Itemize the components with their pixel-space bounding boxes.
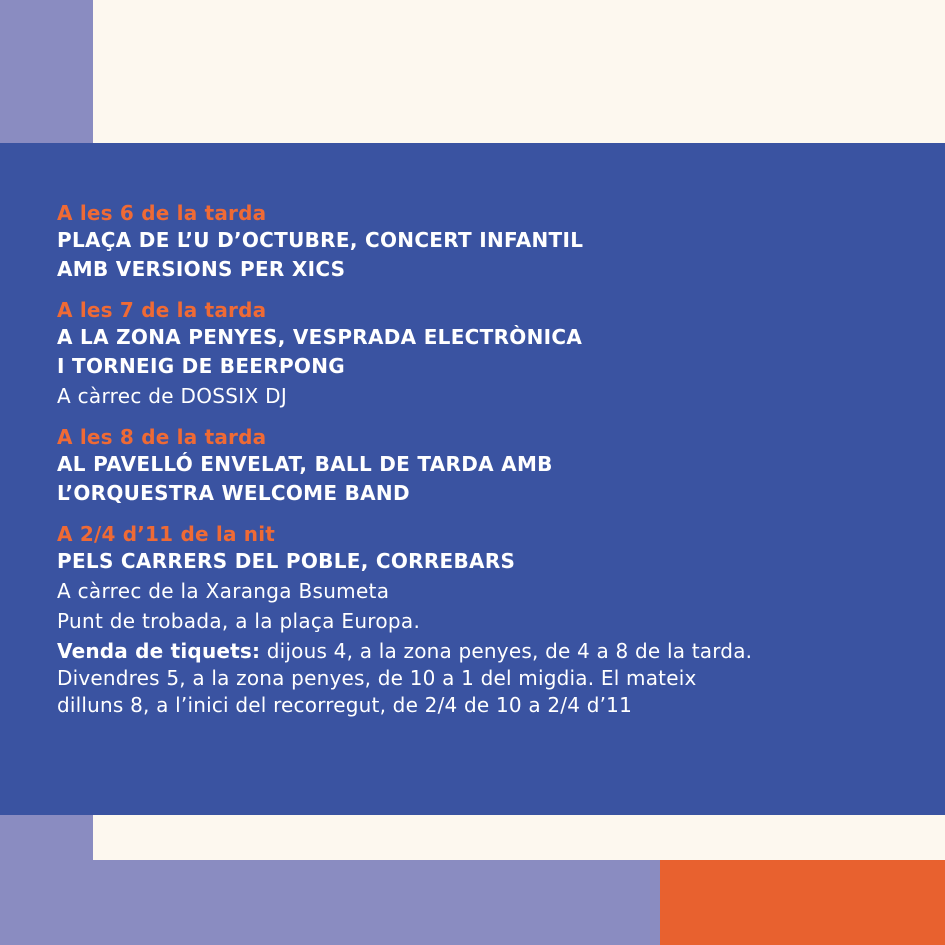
event-block-6pm (57, 200, 917, 284)
decorative-lavender-block-top (0, 0, 93, 143)
schedule-panel (0, 143, 945, 815)
ticket-label: Venda de tiquets: (57, 639, 261, 663)
ticket-line-2: Divendres 5, a la zona penyes, de 10 a 1 del migdia. El mateix (57, 666, 697, 690)
event-block-7pm (57, 297, 917, 411)
event-block-8pm (57, 424, 917, 508)
event-title-line: L’ORQUESTRA WELCOME BAND (57, 481, 410, 505)
event-block-night (57, 521, 917, 719)
ticket-line-3: dilluns 8, a l’inici del recorregut, de 2/4 de 10 a 2/4 d’11 (57, 693, 633, 717)
event-time: A les 7 de la tarda (57, 298, 267, 322)
schedule-content (57, 200, 917, 732)
event-title-line: A LA ZONA PENYES, VESPRADA ELECTRÒNICA (57, 325, 583, 349)
event-detail: Punt de trobada, a la plaça Europa. (57, 609, 421, 633)
event-detail: A càrrec de DOSSIX DJ (57, 384, 288, 408)
ticket-line-1 (57, 638, 917, 665)
ticket-line-1-text: dijous 4, a la zona penyes, de 4 a 8 de la tarda. (260, 639, 753, 663)
decorative-lavender-band (0, 860, 660, 945)
event-time: A les 6 de la tarda (57, 201, 267, 225)
event-time: A les 8 de la tarda (57, 425, 267, 449)
event-title-line: AMB VERSIONS PER XICS (57, 257, 346, 281)
event-detail: A càrrec de la Xaranga Bsumeta (57, 579, 390, 603)
decorative-orange-block (660, 860, 945, 945)
event-title-line: AL PAVELLÓ ENVELAT, BALL DE TARDA AMB (57, 452, 553, 476)
event-title-line: PELS CARRERS DEL POBLE, CORREBARS (57, 549, 516, 573)
event-title-line: I TORNEIG DE BEERPONG (57, 354, 345, 378)
ticket-sales-info (57, 638, 917, 719)
event-title-line: PLAÇA DE L’U D’OCTUBRE, CONCERT INFANTIL (57, 228, 584, 252)
event-time: A 2/4 d’11 de la nit (57, 522, 276, 546)
